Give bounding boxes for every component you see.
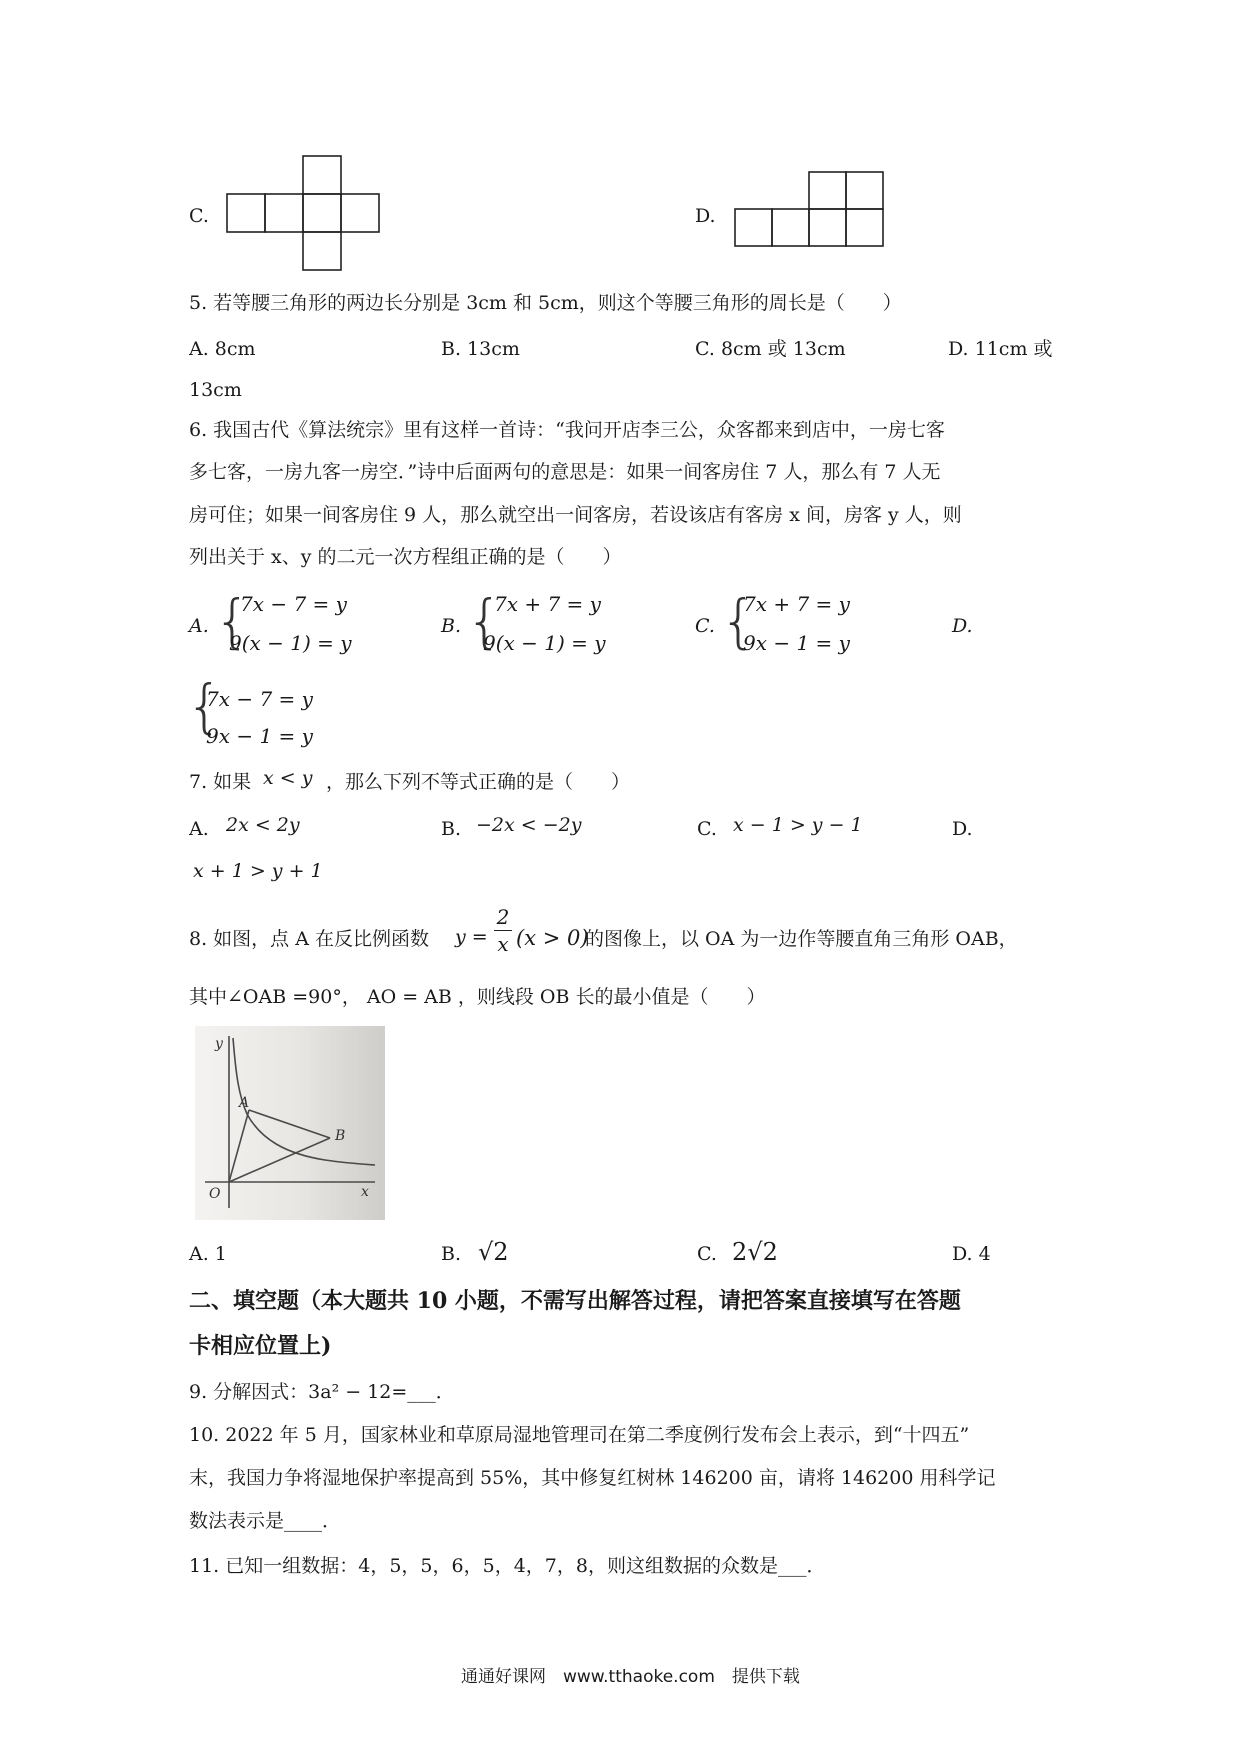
q10-line-2: 末，我国力争将湿地保护率提高到 55%，其中修复红树林 146200 亩，请将 146200 用科学记 bbox=[189, 1467, 996, 1489]
q4-option-c-net-figure bbox=[226, 155, 388, 275]
q6-option-c-eq2: 9x − 1 = y bbox=[743, 631, 850, 655]
q8-option-c-math: 2√2 bbox=[732, 1238, 778, 1266]
q7-option-d-label: D. bbox=[952, 818, 973, 840]
q5-option-b: B. 13cm bbox=[441, 338, 520, 360]
q11-text: 11. 已知一组数据：4，5，5，6，5，4，7，8，则这组数据的众数是___． bbox=[189, 1555, 826, 1577]
q7-stem-suffix: ，那么下列不等式正确的是（ ） bbox=[326, 771, 631, 793]
q6-option-d-eq1: 7x − 7 = y bbox=[206, 687, 313, 711]
q8-stem-prefix: 8. 如图，点 A 在反比例函数 bbox=[189, 928, 429, 950]
q7-stem-condition: x < y bbox=[263, 767, 313, 789]
section-2-heading-line-2: 卡相应位置上) bbox=[189, 1333, 332, 1359]
q7-stem-prefix: 7. 如果 bbox=[189, 771, 252, 793]
q8-figure-label-a: A bbox=[239, 1095, 250, 1111]
q8-option-d: D. 4 bbox=[952, 1243, 991, 1265]
q6-option-c-brace: { bbox=[720, 587, 757, 655]
q6-option-b-eq1: 7x + 7 = y bbox=[494, 592, 601, 616]
q6-option-d-brace: { bbox=[186, 672, 223, 740]
q8-option-c-label: C. bbox=[697, 1243, 717, 1265]
q6-option-a-eq2: 9(x − 1) = y bbox=[229, 631, 352, 655]
q4-option-c-label: C. bbox=[189, 205, 209, 227]
q8-figure-label-y: y bbox=[215, 1036, 223, 1052]
q5-option-a: A. 8cm bbox=[189, 338, 256, 360]
q6-option-a-brace: { bbox=[214, 587, 251, 655]
q8-option-b-math: √2 bbox=[478, 1238, 509, 1266]
q5-option-c: C. 8cm 或 13cm bbox=[695, 338, 846, 360]
q8-figure-label-x: x bbox=[361, 1184, 369, 1200]
q7-option-c-math: x − 1 > y − 1 bbox=[733, 814, 863, 836]
q6-option-d-eq2: 9x − 1 = y bbox=[206, 724, 313, 748]
section-2-heading-line-1: 二、填空题（本大题共 10 小题，不需写出解答过程，请把答案直接填写在答题 bbox=[189, 1288, 961, 1314]
q6-option-c-label: C. bbox=[695, 615, 715, 637]
q7-option-d-continued: x + 1 > y + 1 bbox=[193, 860, 323, 882]
q6-option-b-brace: { bbox=[466, 587, 503, 655]
q5-option-d: D. 11cm 或 bbox=[948, 338, 1053, 360]
q8-option-b-label: B. bbox=[441, 1243, 462, 1265]
page-footer: 通通好课网 www.tthaoke.com 提供下载 bbox=[461, 1667, 800, 1687]
q7-option-c-label: C. bbox=[697, 818, 717, 840]
q6-option-b-label: B. bbox=[441, 615, 462, 637]
q8-stem-line-2: 其中∠OAB =90°， AO = AB ，则线段 OB 长的最小值是（ ） bbox=[189, 986, 766, 1008]
q6-option-b-eq2: 9(x − 1) = y bbox=[483, 631, 606, 655]
q6-stem-line-1: 6. 我国古代《算法统宗》里有这样一首诗：“我问开店李三公，众客都来到店中，一房七客 bbox=[189, 419, 945, 441]
q8-figure-label-b: B bbox=[335, 1128, 346, 1144]
q8-function-fraction bbox=[494, 907, 512, 954]
q8-function-denominator: x bbox=[497, 932, 509, 956]
q4-option-d-label: D. bbox=[695, 205, 716, 227]
q4-option-d-net-figure bbox=[734, 171, 890, 249]
q8-figure-label-o: O bbox=[209, 1186, 221, 1202]
q8-stem-suffix: 的图像上，以 OA 为一边作等腰直角三角形 OAB， bbox=[585, 928, 1018, 950]
q5-stem: 5. 若等腰三角形的两边长分别是 3cm 和 5cm，则这个等腰三角形的周长是（ ） bbox=[189, 292, 902, 314]
q6-option-c-eq1: 7x + 7 = y bbox=[743, 592, 850, 616]
q6-stem-line-2: 多七客，一房九客一房空．”诗中后面两句的意思是：如果一间客房住 7 人，那么有 7 人无 bbox=[189, 461, 941, 483]
q7-option-b-math: −2x < −2y bbox=[476, 814, 582, 836]
q10-line-3: 数法表示是____． bbox=[189, 1510, 342, 1532]
q5-option-d-continued: 13cm bbox=[189, 379, 242, 401]
q8-function-lhs: y = bbox=[455, 926, 488, 948]
q6-option-d-label: D. bbox=[952, 615, 973, 637]
q7-option-a-math: 2x < 2y bbox=[226, 814, 300, 836]
q10-line-1: 10. 2022 年 5 月，国家林业和草原局湿地管理司在第二季度例行发布会上表示，到“十四五” bbox=[189, 1424, 970, 1446]
q7-option-b-label: B. bbox=[441, 818, 462, 840]
q8-figure-graph bbox=[195, 1026, 385, 1220]
q6-stem-line-4: 列出关于 x、y 的二元一次方程组正确的是（ ） bbox=[189, 546, 622, 568]
q8-function-condition: (x > 0) bbox=[516, 926, 589, 950]
q8-function-numerator: 2 bbox=[496, 905, 510, 929]
q8-option-a: A. 1 bbox=[189, 1243, 227, 1265]
q6-option-a-label: A. bbox=[189, 615, 209, 637]
q6-stem-line-3: 房可住；如果一间客房住 9 人，那么就空出一间客房，若设该店有客房 x 间，房客 y 人，则 bbox=[189, 504, 962, 526]
q6-option-a-eq1: 7x − 7 = y bbox=[240, 592, 347, 616]
q9-text: 9. 分解因式：3a² − 12=___． bbox=[189, 1381, 455, 1403]
q7-option-a-label: A. bbox=[189, 818, 209, 840]
